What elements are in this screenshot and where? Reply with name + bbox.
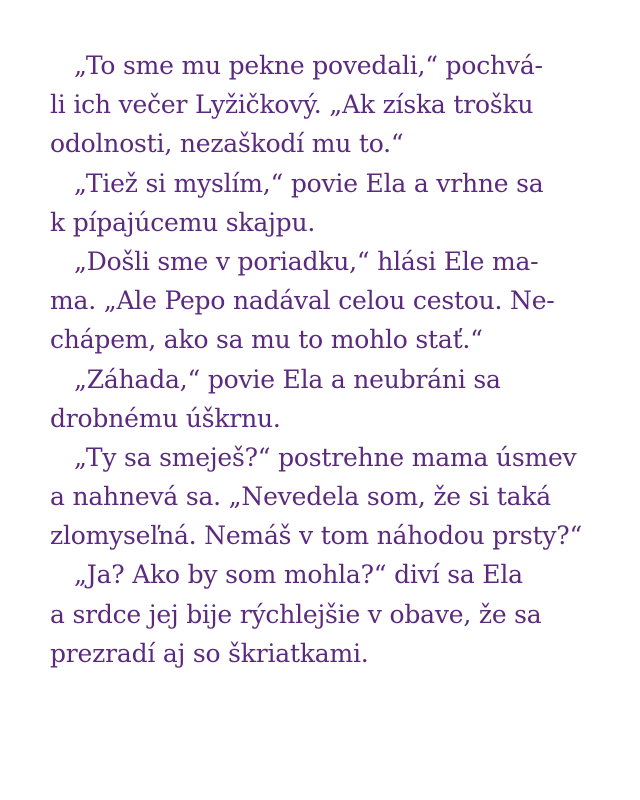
text-line: „Záhada,“ povie Ela a neubráni sa (74, 364, 501, 394)
text-line: li ich večer Lyžičkový. „Ak získa trošku (50, 90, 534, 120)
paragraph (50, 438, 600, 556)
text-line: prezradí aj so škriatkami. (50, 638, 369, 668)
text-line: k pípajúcemu skajpu. (50, 207, 316, 237)
text-line: „Ty sa smeješ?“ postrehne mama úsmev (74, 442, 577, 472)
text-block (50, 46, 600, 673)
text-line: „Tiež si myslím,“ povie Ela a vrhne sa (74, 168, 544, 198)
text-line: „Došli sme v poriadku,“ hlási Ele ma- (74, 246, 539, 276)
paragraph (50, 164, 600, 242)
text-line: „To sme mu pekne povedali,“ pochvá- (74, 51, 543, 80)
paragraph (50, 46, 600, 164)
text-line: ma. „Ale Pepo nadával celou cestou. Ne- (50, 286, 555, 316)
text-line: a nahnevá sa. „Nevedela som, že si taká (50, 482, 552, 512)
text-line: a srdce jej bije rýchlejšie v obave, že sa (50, 599, 542, 629)
text-line: chápem, ako sa mu to mohlo stať.“ (50, 325, 483, 355)
paragraph (50, 360, 600, 438)
text-line: drobnému úškrnu. (50, 403, 281, 433)
text-line: „Ja? Ako by som mohla?“ diví sa Ela (74, 560, 523, 590)
text-line: odolnosti, nezaškodí mu to.“ (50, 129, 404, 159)
text-line: zlomyseľná. Nemáš v tom náhodou prsty?“ (50, 521, 583, 551)
paragraph (50, 555, 600, 673)
paragraph (50, 242, 600, 360)
